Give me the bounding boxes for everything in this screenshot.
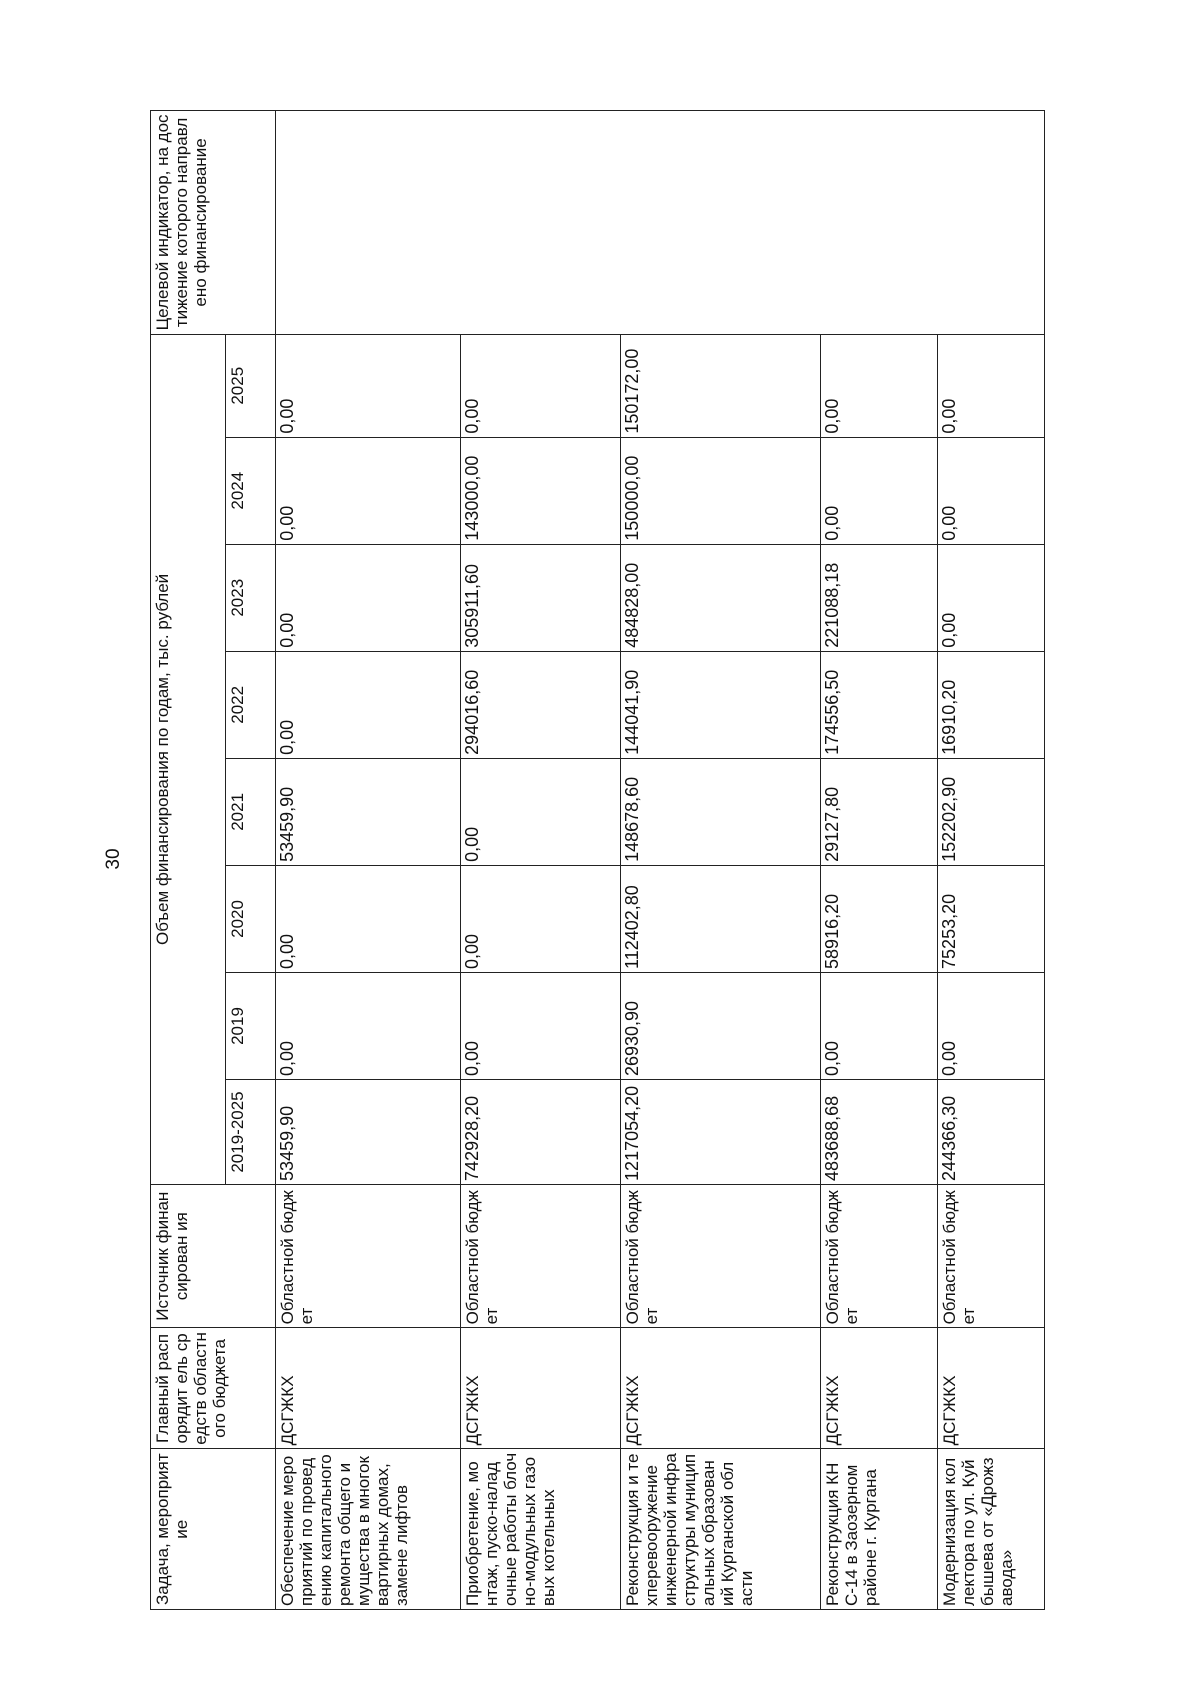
- cell-2024: 0,00: [938, 437, 1045, 544]
- cell-2023: 305911,60: [461, 544, 621, 651]
- cell-2022: 144041,90: [621, 651, 821, 758]
- cell-2020: 112402,80: [621, 865, 821, 972]
- page-number: 30: [103, 848, 124, 870]
- cell-total: 1217054,20: [621, 1080, 821, 1185]
- cell-2019: 0,00: [938, 972, 1045, 1079]
- cell-source: Областной бюджет: [461, 1184, 621, 1327]
- funding-table-rotated: [150, 110, 1140, 1610]
- cell-source: Областной бюджет: [821, 1184, 938, 1327]
- cell-task: Реконструкция КНС-14 в Заозерном районе г. Кургана: [821, 1449, 938, 1610]
- header-manager: Главный распорядит ель средств областного бюджета: [151, 1328, 276, 1449]
- cell-2025: 0,00: [938, 334, 1045, 437]
- header-source: Источник финансирован ия: [151, 1184, 276, 1327]
- cell-total: 53459,90: [276, 1080, 461, 1185]
- header-year-2024: 2024: [226, 437, 276, 544]
- cell-2025: 0,00: [276, 334, 461, 437]
- cell-2021: 148678,60: [621, 758, 821, 865]
- cell-2019: 0,00: [821, 972, 938, 1079]
- header-year-2020: 2020: [226, 865, 276, 972]
- cell-2025: 0,00: [821, 334, 938, 437]
- header-year-2025: 2025: [226, 334, 276, 437]
- cell-2019: 26930,90: [621, 972, 821, 1079]
- cell-manager: ДСГЖКХ: [938, 1328, 1045, 1449]
- cell-total: 742928,20: [461, 1080, 621, 1185]
- header-year-2021: 2021: [226, 758, 276, 865]
- cell-2023: 0,00: [938, 544, 1045, 651]
- cell-2021: 0,00: [461, 758, 621, 865]
- cell-2023: 484828,00: [621, 544, 821, 651]
- cell-task: Реконструкция и техперевооружение инженерной инфраструктуры муниципальных образований Курганской области: [621, 1449, 821, 1610]
- header-year-total: 2019-2025: [226, 1080, 276, 1185]
- cell-2021: 29127,80: [821, 758, 938, 865]
- cell-manager: ДСГЖКХ: [821, 1328, 938, 1449]
- cell-2020: 0,00: [461, 865, 621, 972]
- cell-2023: 0,00: [276, 544, 461, 651]
- cell-source: Областной бюджет: [276, 1184, 461, 1327]
- cell-total: 244366,30: [938, 1080, 1045, 1185]
- cell-source: Областной бюджет: [621, 1184, 821, 1327]
- cell-2019: 0,00: [461, 972, 621, 1079]
- header-year-2019: 2019: [226, 972, 276, 1079]
- cell-2025: 150172,00: [621, 334, 821, 437]
- cell-2019: 0,00: [276, 972, 461, 1079]
- cell-indicator: [276, 111, 1045, 335]
- cell-task: Обеспечение мероприятий по проведению капитального ремонта общего имущества в многоквартирных домах, замене лифтов: [276, 1449, 461, 1610]
- table-row: [276, 111, 461, 1610]
- header-volume: Объем финансирования по годам, тыс. рублей: [151, 334, 226, 1184]
- table-row: [821, 111, 938, 1610]
- header-indicator: Целевой индикатор, на достижение которого направлено финансирование: [151, 111, 276, 335]
- cell-task: Приобретение, монтаж, пуско-наладочные работы блочно-модульных газовых котельных: [461, 1449, 621, 1610]
- cell-2020: 0,00: [276, 865, 461, 972]
- table-row: [938, 111, 1045, 1610]
- cell-2020: 75253,20: [938, 865, 1045, 972]
- cell-2022: 16910,20: [938, 651, 1045, 758]
- header-year-2022: 2022: [226, 651, 276, 758]
- cell-manager: ДСГЖКХ: [276, 1328, 461, 1449]
- cell-2024: 0,00: [821, 437, 938, 544]
- cell-2022: 0,00: [276, 651, 461, 758]
- header-year-2023: 2023: [226, 544, 276, 651]
- table-row: [621, 111, 821, 1610]
- cell-2024: 143000,00: [461, 437, 621, 544]
- cell-2022: 174556,50: [821, 651, 938, 758]
- cell-2024: 150000,00: [621, 437, 821, 544]
- funding-table: [150, 110, 1045, 1610]
- table-row: [461, 111, 621, 1610]
- cell-2020: 58916,20: [821, 865, 938, 972]
- cell-2022: 294016,60: [461, 651, 621, 758]
- cell-2025: 0,00: [461, 334, 621, 437]
- cell-2024: 0,00: [276, 437, 461, 544]
- cell-source: Областной бюджет: [938, 1184, 1045, 1327]
- cell-2023: 221088,18: [821, 544, 938, 651]
- cell-2021: 53459,90: [276, 758, 461, 865]
- header-task: Задача, мероприятие: [151, 1449, 276, 1610]
- cell-manager: ДСГЖКХ: [461, 1328, 621, 1449]
- cell-manager: ДСГЖКХ: [621, 1328, 821, 1449]
- cell-2021: 152202,90: [938, 758, 1045, 865]
- cell-total: 483688,68: [821, 1080, 938, 1185]
- cell-task: Модернизация коллектора по ул. Куйбышева от «Дрожзавода»: [938, 1449, 1045, 1610]
